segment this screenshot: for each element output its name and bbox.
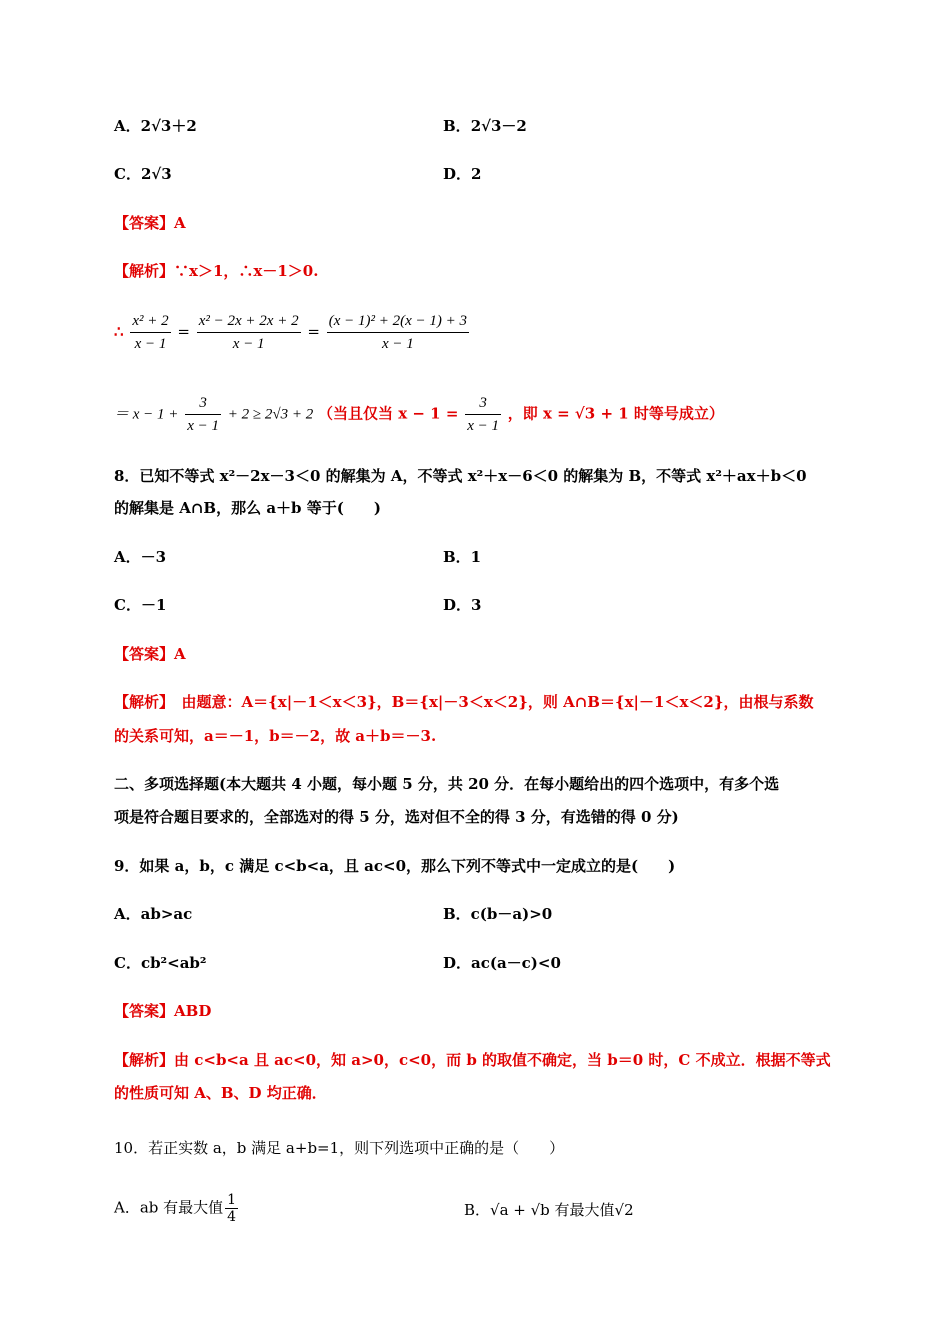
- fraction-3: [327, 310, 469, 355]
- section-2-heading-line-1: 二、多项选择题(本大题共 4 小题，每小题 5 分，共 20 分．在每小题给出的四个选项中，有多个选: [114, 775, 780, 793]
- fraction-2-denominator: x − 1: [232, 336, 265, 352]
- q7-answer: [114, 213, 186, 233]
- q7-option-d-text: 2: [471, 165, 482, 183]
- therefore-symbol: ∴: [114, 322, 124, 341]
- q7-option-a-text: 2√3＋2: [140, 117, 197, 135]
- q8-answer-value: A: [174, 645, 186, 663]
- q9-option-b: B．c(b－a)>0: [443, 905, 553, 923]
- q9-answer-label: 【答案】: [114, 1002, 175, 1020]
- q7-analysis-label: 【解析】: [114, 262, 175, 280]
- q7-option-c-text: 2√3: [140, 165, 172, 183]
- q9-stem: 9．如果 a，b，c 满足 c<b<a，且 ac<0，那么下列不等式中一定成立的是( ): [114, 857, 676, 875]
- q7-option-c-label: C．: [114, 165, 141, 183]
- q9-analysis-line-2: 的性质可知 A、B、D 均正确．: [114, 1084, 327, 1102]
- q7-option-a: [114, 116, 197, 136]
- fraction-5: [465, 392, 501, 437]
- fraction-5-numerator: 3: [465, 392, 501, 415]
- fraction-1: [130, 310, 170, 355]
- q10-option-a: [114, 1192, 240, 1225]
- q9-analysis-label: 【解析】: [114, 1051, 175, 1069]
- fraction-3-numerator: (x − 1)² + 2(x − 1) + 3: [327, 310, 469, 333]
- q9-option-a: A．ab>ac: [114, 905, 193, 923]
- q7-analysis: [114, 261, 318, 281]
- q10-option-a-fraction-numerator: 1: [227, 1192, 237, 1208]
- q8-answer-label: 【答案】: [114, 645, 175, 663]
- fraction-4: [185, 392, 221, 437]
- q7-option-d: [443, 164, 481, 184]
- q7-option-a-label: A．: [114, 117, 141, 135]
- fraction-1-denominator: x − 1: [134, 336, 167, 352]
- q9-answer: [114, 1001, 211, 1021]
- fraction-4-denominator: x − 1: [187, 418, 219, 434]
- q7-option-b: [443, 116, 527, 136]
- q7-option-c: [114, 164, 172, 184]
- section-2-heading-line-2: 项是符合题目要求的，全部选对的得 5 分，选对但不全的得 3 分，有选错的得 0 分): [114, 808, 679, 826]
- equals-sign: =: [307, 322, 320, 341]
- q9-option-c: C．cb²<ab²: [114, 954, 207, 972]
- derivation-start: ＝ x − 1 +: [114, 406, 179, 423]
- q7-derivation-line-1: [114, 310, 471, 355]
- q7-answer-label: 【答案】: [114, 214, 175, 232]
- q7-analysis-text: ∵x＞1，∴x－1＞0.: [174, 262, 319, 280]
- condition-text: （当且仅当 x − 1 =: [318, 404, 459, 423]
- fraction-5-denominator: x − 1: [467, 418, 499, 434]
- q7-option-b-text: 2√3－2: [470, 117, 527, 135]
- q7-option-d-label: D．: [443, 165, 472, 183]
- q7-option-b-label: B．: [443, 117, 471, 135]
- q8-answer: [114, 644, 186, 664]
- derivation-middle: + 2 ≥ 2√3 + 2: [227, 406, 314, 423]
- q10-option-a-fraction: [225, 1192, 238, 1225]
- fraction-1-numerator: x² + 2: [130, 310, 170, 333]
- q10-option-a-fraction-denominator: 4: [227, 1209, 237, 1225]
- q8-stem-line-1: 8．已知不等式 x²－2x－3＜0 的解集为 A，不等式 x²＋x－6＜0 的解集为 B，不等式 x²＋ax＋b＜0: [114, 467, 807, 485]
- q8-option-a: A．－3: [114, 548, 167, 566]
- q8-option-d: D．3: [443, 596, 482, 614]
- fraction-2: [197, 310, 301, 355]
- q10-stem: 10．若正实数 a，b 满足 a+b=1，则下列选项中正确的是（ ）: [114, 1139, 565, 1157]
- q10-option-a-text: A．ab 有最大值: [114, 1198, 224, 1217]
- q9-answer-value: ABD: [174, 1002, 212, 1020]
- q9-option-d: D．ac(a－c)<0: [443, 954, 561, 972]
- q10-option-b: B．√a + √b 有最大值√2: [464, 1201, 634, 1219]
- condition-end: ，即 x = √3 + 1 时等号成立）: [507, 404, 724, 423]
- fraction-4-numerator: 3: [185, 392, 221, 415]
- q8-analysis-line-1: [114, 692, 813, 712]
- q8-analysis-text-1: 由题意：A＝{x|－1＜x＜3}，B＝{x|－3＜x＜2}，则 A∩B＝{x|－1＜x＜2}，由根与系数: [166, 693, 814, 711]
- q8-option-b: B．1: [443, 548, 482, 566]
- q9-analysis-line-1: [114, 1050, 831, 1070]
- q8-analysis-line-2: 的关系可知，a＝－1，b＝－2，故 a＋b＝－3.: [114, 727, 437, 745]
- equals-sign: =: [177, 322, 190, 341]
- q8-stem-line-2: 的解集是 A∩B，那么 a＋b 等于( ): [114, 499, 381, 517]
- q9-analysis-text-1: 由 c<b<a 且 ac<0，知 a>0，c<0，而 b 的取值不确定，当 b＝0 时，C 不成立．根据不等式: [174, 1051, 831, 1069]
- q8-analysis-label: 【解析】: [114, 693, 167, 711]
- q7-answer-value: A: [174, 214, 186, 232]
- fraction-3-denominator: x − 1: [381, 336, 414, 352]
- q7-derivation-line-2: [114, 392, 724, 437]
- q8-option-c: C．－1: [114, 596, 167, 614]
- fraction-2-numerator: x² − 2x + 2x + 2: [197, 310, 301, 333]
